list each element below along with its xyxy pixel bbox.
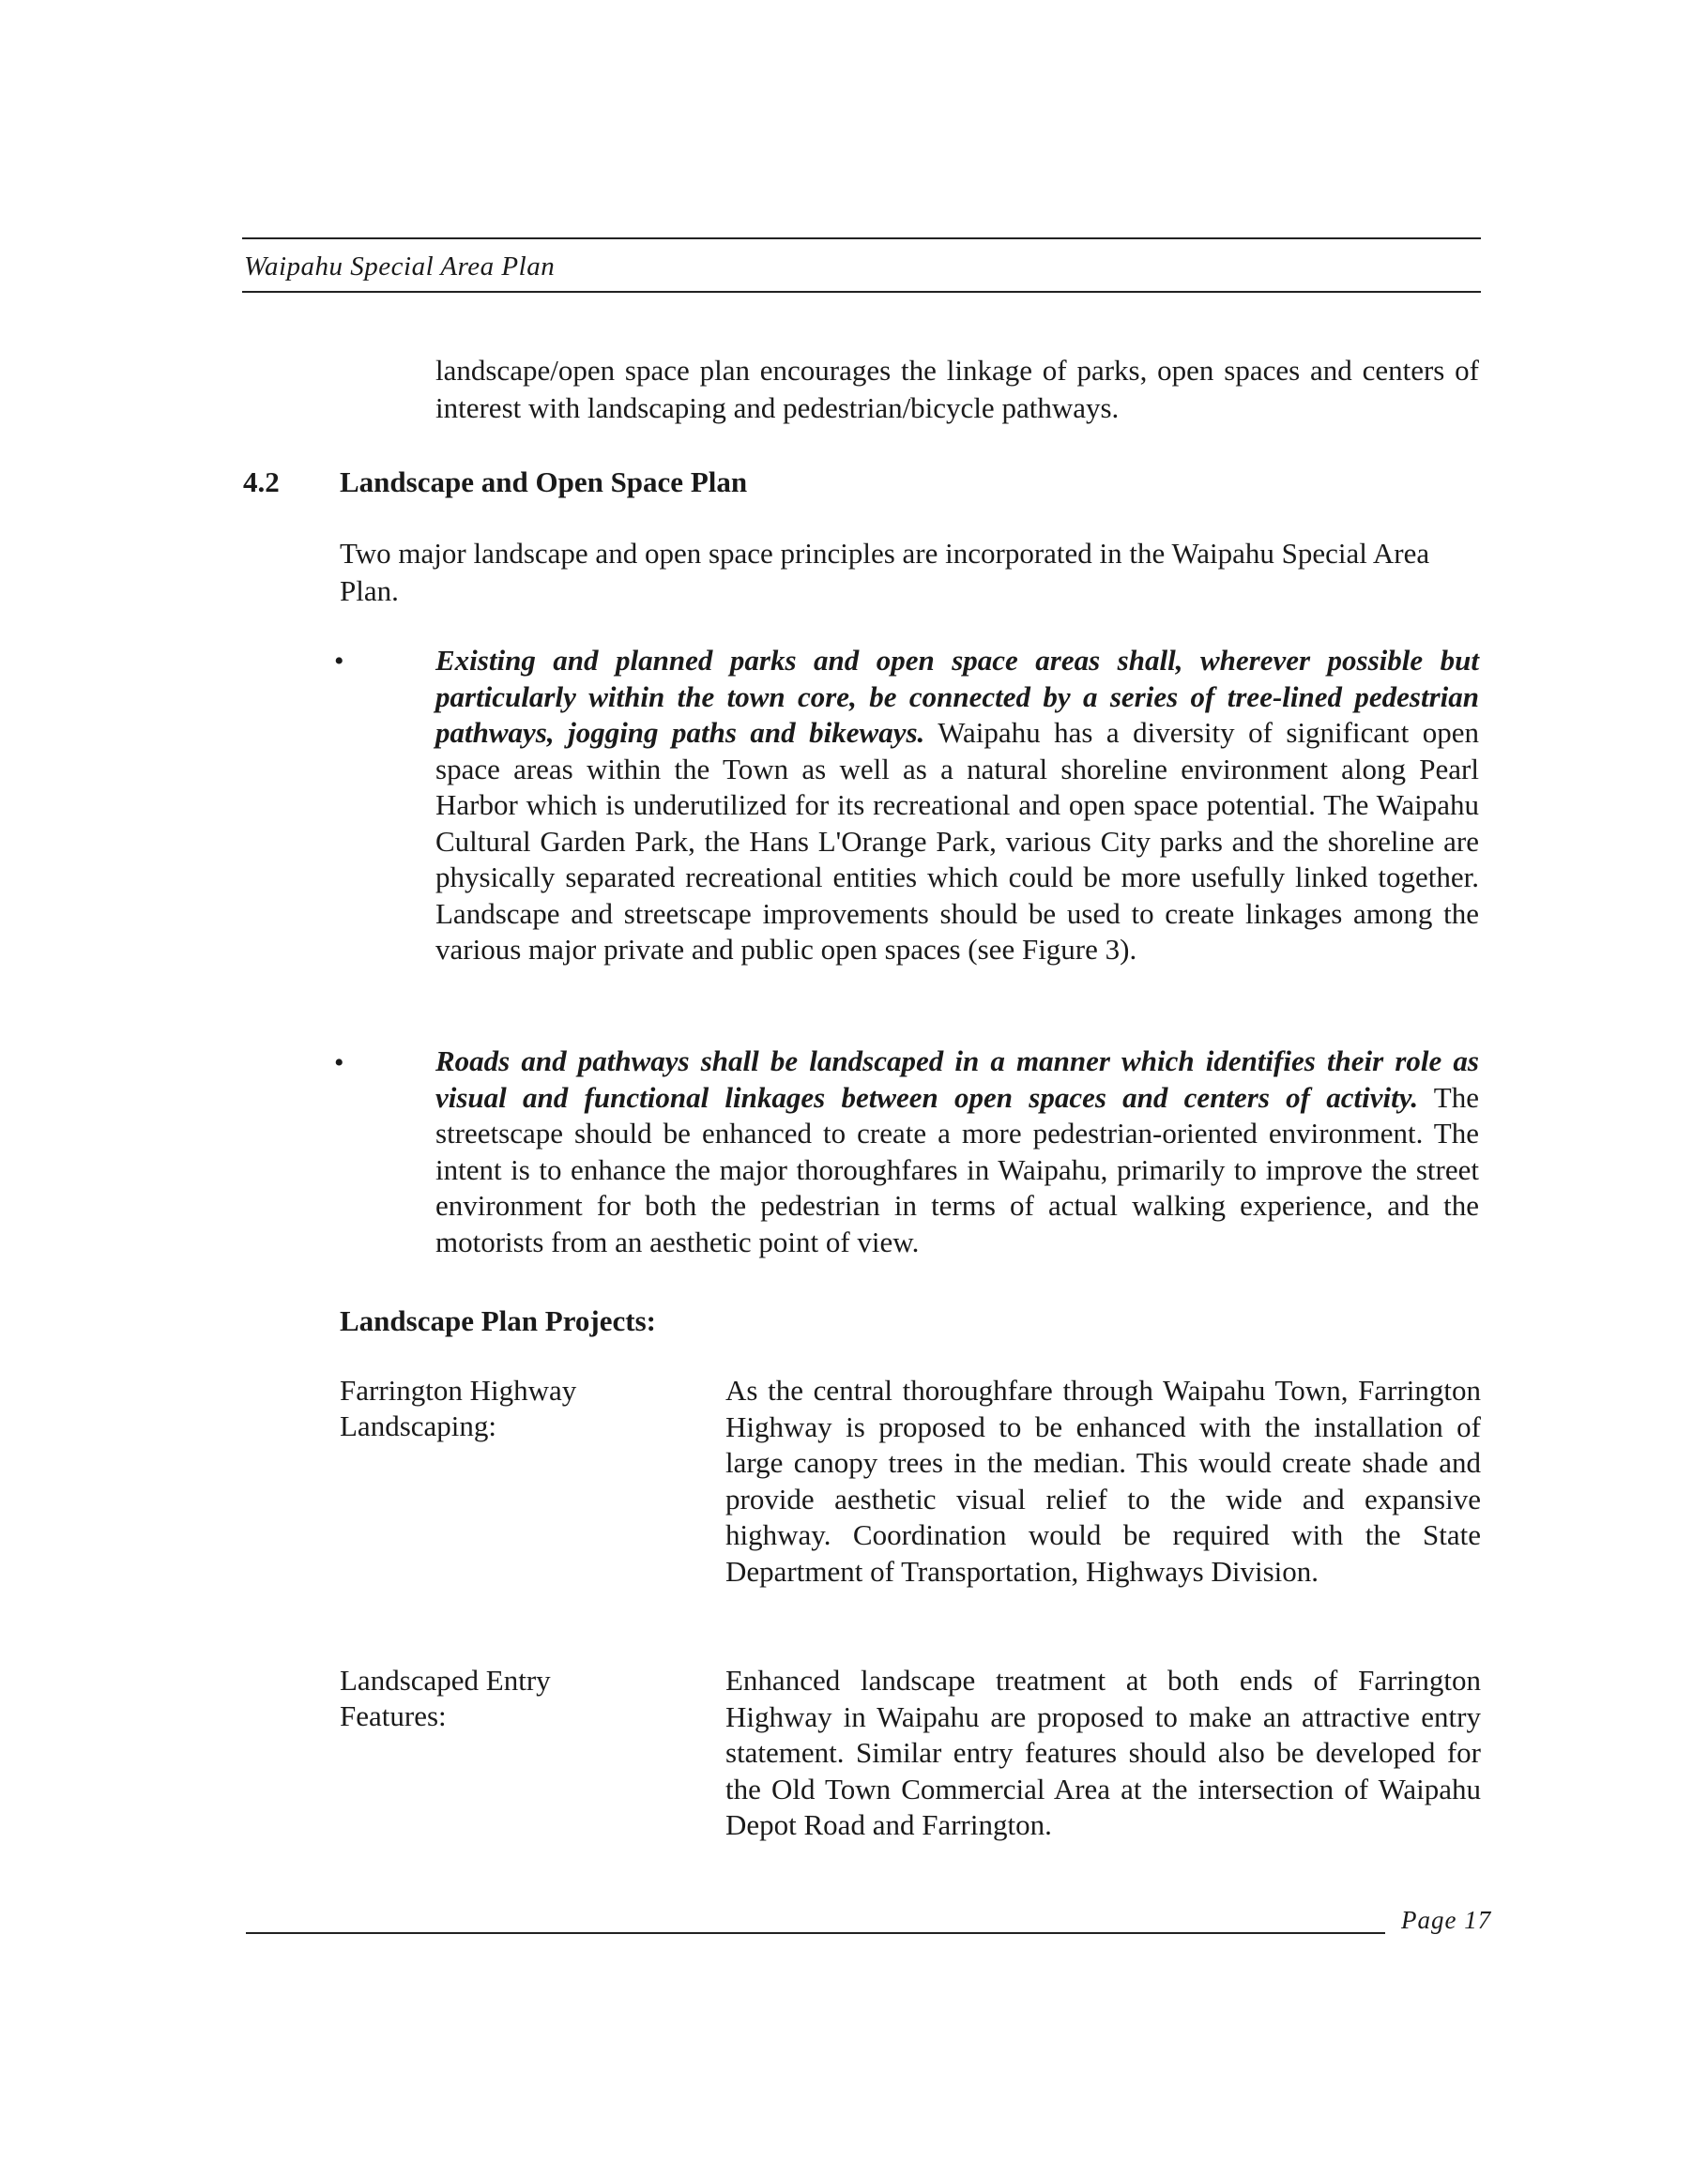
projects-heading: Landscape Plan Projects: [340,1304,656,1337]
project-description: As the central thoroughfare through Waipahu Town, Farrington Highway is proposed to be enhanced with the installation of large canopy trees in the median. This would create shade and provide aesthetic visual relief to the wide and expansive highway. Coordination would be required with the State Department of Transportation, Highways Division. [725,1374,1481,1588]
continued-paragraph: landscape/open space plan encourages the linkage of parks, open spaces and centers of interest with landscaping and pedestrian/bicycle pathways. [435,354,1479,424]
bullet-icon: • [334,1047,344,1078]
principle-item [435,1043,1479,1260]
header-rule-bottom [242,291,1481,293]
section-number: 4.2 [243,465,280,498]
running-head: Waipahu Special Area Plan [244,251,556,282]
principle-body: Waipahu has a diversity of significant open space areas within the Town as well as a natural shoreline environment along Pearl Harbor which is underutilized for its recreational and open space potential. The Waipahu Cultural Garden Park, the Hans L'Orange Park, various City parks and the shoreline are physically separated recreational entities which could be more usefully linked together. Landscape and streetscape improvements should be used to create linkages among the various major private and public open spaces (see Figure 3). [435,716,1479,966]
project-name: Landscaped Entry Features: [340,1664,551,1732]
principle-lead: Existing and planned parks and open space areas shall, wherever possible but particularly within the town core, be connected by a series of tree-lined pedestrian pathways, jogging paths and bikeways. [435,644,1479,749]
page-number: Page 17 [1401,1906,1492,1934]
principle-item [435,643,1479,968]
footer-rule [246,1932,1385,1934]
principle-lead: Roads and pathways shall be landscaped in a manner which identifies their role as visual and functional linkages between open spaces and centers of activity. [435,1044,1479,1114]
header-rule-top [242,237,1481,239]
bullet-icon: • [334,646,344,677]
project-description: Enhanced landscape treatment at both ends of Farrington Highway in Waipahu are proposed to make an attractive entry statement. Similar entry features should also be developed for the Old Town Commercial Area at the intersection of Waipahu Depot Road and Farrington. [725,1664,1481,1841]
principle-body: The streetscape should be enhanced to create a more pedestrian-oriented environment. The intent is to enhance the major thoroughfares in Waipahu, primarily to improve the street environment for both the pedestrian in terms of actual walking experience, and the motorists from an aesthetic point of view. [435,1080,1479,1258]
project-name: Farrington Highway Landscaping: [340,1374,577,1442]
section-intro: Two major landscape and open space principles are incorporated in the Waipahu Special Area Plan. [340,537,1430,607]
section-title: Landscape and Open Space Plan [340,465,748,498]
